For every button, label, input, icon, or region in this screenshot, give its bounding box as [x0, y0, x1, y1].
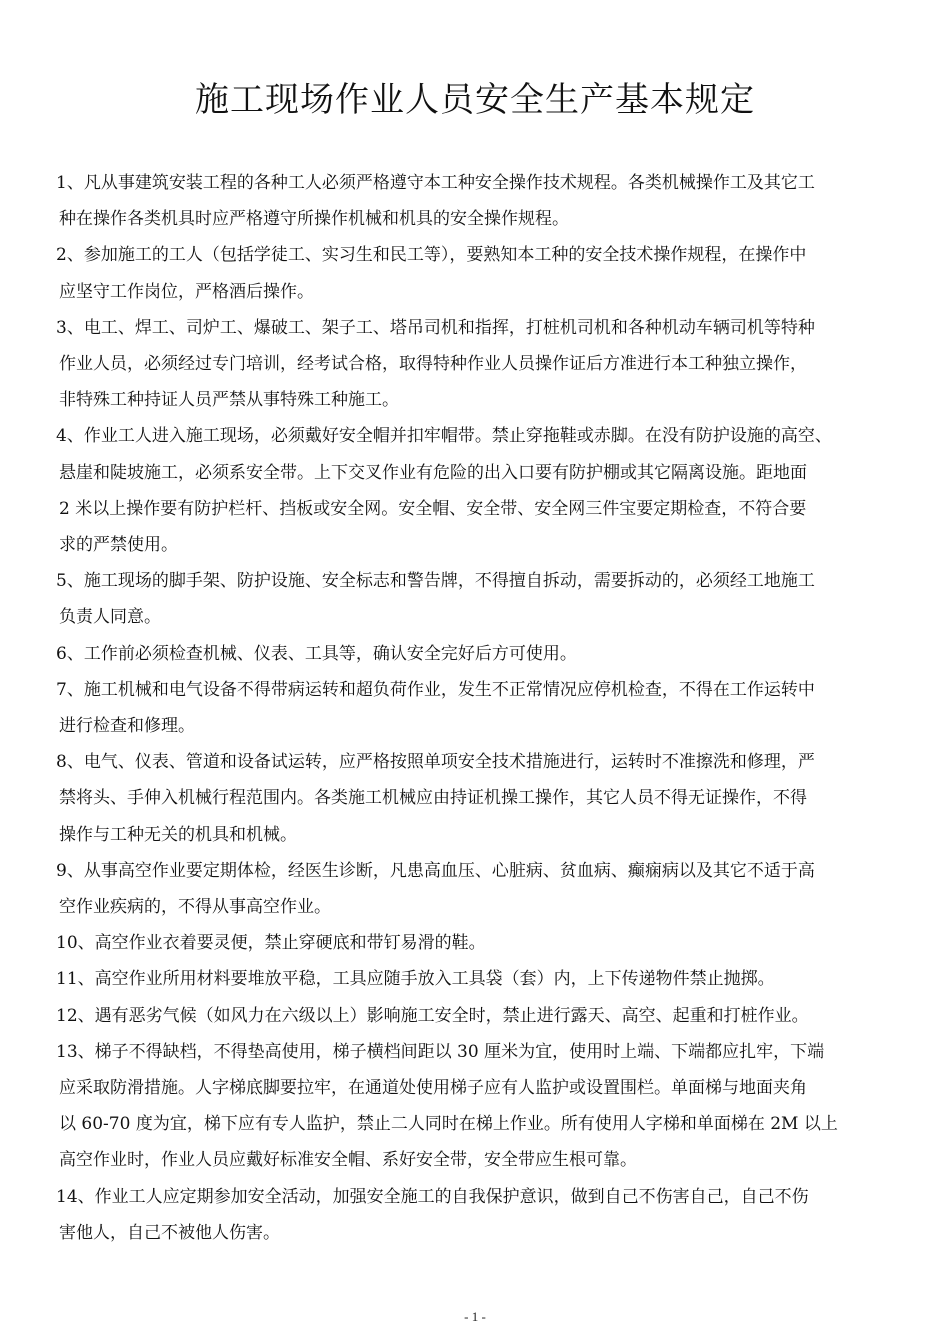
regulation-line: 高空作业时，作业人员应戴好标准安全帽、系好安全带，安全带应生根可靠。	[59, 1150, 637, 1171]
regulation-line: 11、高空作业所用材料要堆放平稳，工具应随手放入工具袋（套）内，上下传递物件禁止抛掷。	[56, 969, 775, 990]
regulation-item-13	[56, 1034, 916, 1179]
regulation-item-2	[56, 237, 916, 309]
regulation-line: 14、作业工人应定期参加安全活动，加强安全施工的自我保护意识，做到自己不伤害自己，自己不伤	[56, 1186, 809, 1207]
regulation-item-6	[56, 636, 916, 672]
regulation-line: 以 60-70 度为宜，梯下应有专人监护，禁止二人同时在梯上作业。所有使用人字梯和单面梯在 2M 以上	[59, 1114, 838, 1135]
regulation-line: 12、遇有恶劣气候（如风力在六级以上）影响施工安全时，禁止进行露天、高空、起重和打桩作业。	[56, 1005, 809, 1026]
regulation-line: 禁将头、手伸入机械行程范围内。各类施工机械应由持证机操工操作，其它人员不得无证操作，不得	[59, 788, 807, 809]
regulation-line: 2、参加施工的工人（包括学徒工、实习生和民工等），要熟知本工种的安全技术操作规程，在操作中	[56, 245, 807, 266]
document-title: 施工现场作业人员安全生产基本规定	[195, 80, 755, 120]
regulation-line: 求的严禁使用。	[59, 535, 178, 556]
regulation-line: 8、电气、仪表、管道和设备试运转，应严格按照单项安全技术措施进行，运转时不准擦洗和修理，严	[56, 752, 815, 773]
regulation-line: 1、凡从事建筑安装工程的各种工人必须严格遵守本工种安全操作技术规程。各类机械操作工及其它工	[56, 173, 815, 193]
regulation-item-5	[56, 563, 916, 635]
regulation-line: 种在操作各类机具时应严格遵守所操作机械和机具的安全操作规程。	[59, 209, 569, 230]
regulation-item-12	[56, 998, 916, 1034]
regulation-line: 空作业疾病的，不得从事高空作业。	[59, 897, 331, 918]
regulation-item-4	[56, 418, 916, 563]
regulation-line: 非特殊工种持证人员严禁从事特殊工种施工。	[59, 390, 399, 411]
regulation-line: 悬崖和陡坡施工，必须系安全带。上下交叉作业有危险的出入口要有防护棚或其它隔离设施。距地面	[59, 462, 807, 483]
regulation-line: 应坚守工作岗位，严格酒后操作。	[59, 281, 314, 302]
regulation-line: 9、从事高空作业要定期体检，经医生诊断，凡患高血压、心脏病、贫血病、癫痫病以及其它不适于高	[56, 860, 815, 881]
regulation-line: 6、工作前必须检查机械、仪表、工具等，确认安全完好后方可使用。	[56, 643, 577, 664]
regulation-line: 操作与工种无关的机具和机械。	[59, 824, 297, 845]
regulation-line: 应采取防滑措施。人字梯底脚要拉牢，在通道处使用梯子应有人监护或设置围栏。单面梯与地面夹角	[59, 1078, 807, 1099]
regulation-line: 7、施工机械和电气设备不得带病运转和超负荷作业，发生不正常情况应停机检查，不得在工作运转中	[56, 679, 815, 700]
regulation-list	[56, 165, 916, 1251]
regulation-item-14	[56, 1179, 916, 1251]
regulation-line: 4、作业工人进入施工现场，必须戴好安全帽并扣牢帽带。禁止穿拖鞋或赤脚。在没有防护设施的高空、	[56, 426, 832, 447]
regulation-item-11	[56, 961, 916, 997]
regulation-line: 2 米以上操作要有防护栏杆、挡板或安全网。安全帽、安全带、安全网三件宝要定期检查，不符合要	[59, 498, 807, 519]
regulation-item-1	[56, 165, 916, 237]
regulation-line: 3、电工、焊工、司炉工、爆破工、架子工、塔吊司机和指挥，打桩机司机和各种机动车辆司机等特种	[56, 317, 815, 338]
regulation-line: 进行检查和修理。	[59, 716, 195, 737]
regulation-line: 负责人同意。	[59, 607, 161, 628]
regulation-line: 13、梯子不得缺档，不得垫高使用，梯子横档间距以 30 厘米为宜，使用时上端、下端都应扎牢，下端	[56, 1041, 825, 1062]
regulation-line: 害他人，自己不被他人伤害。	[59, 1222, 280, 1243]
regulation-item-8	[56, 744, 916, 853]
regulation-item-9	[56, 853, 916, 925]
regulation-line: 5、施工现场的脚手架、防护设施、安全标志和警告牌，不得擅自拆动，需要拆动的，必须经工地施工	[56, 571, 815, 592]
regulation-line: 10、高空作业衣着要灵便，禁止穿硬底和带钉易滑的鞋。	[56, 933, 486, 954]
page-number: - 1 -	[464, 1309, 486, 1324]
regulation-item-7	[56, 672, 916, 744]
regulation-item-3	[56, 310, 916, 419]
regulation-item-10	[56, 925, 916, 961]
regulation-line: 作业人员，必须经过专门培训，经考试合格，取得特种作业人员操作证后方准进行本工种独立操作，	[59, 354, 807, 375]
